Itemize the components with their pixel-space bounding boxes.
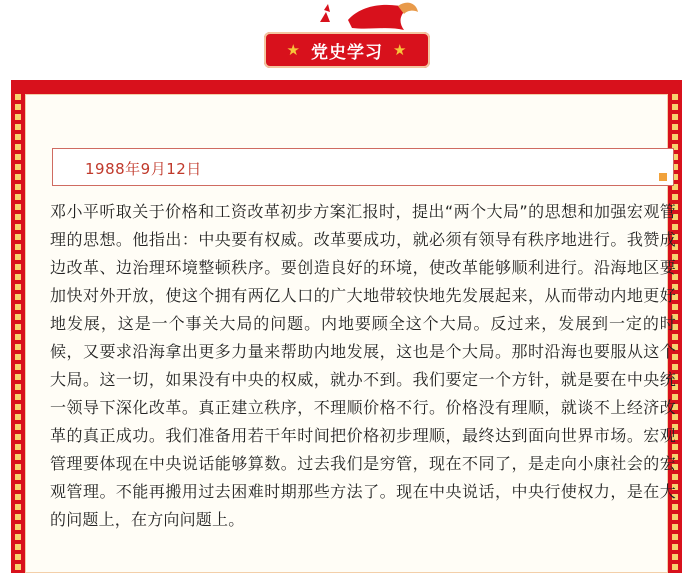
content-panel [25, 94, 676, 573]
section-title-badge [264, 32, 430, 68]
star-right-icon: ★ [393, 41, 408, 59]
red-flag-emblem-icon [312, 0, 424, 34]
date-box [52, 148, 674, 186]
frame-left-border [15, 94, 21, 573]
star-left-icon: ★ [286, 41, 301, 59]
article-date: 1988年9月12日 [85, 160, 202, 178]
section-title: 党史学习 [311, 42, 383, 63]
content-frame [11, 80, 682, 573]
article-body: 邓小平听取关于价格和工资改革初步方案汇报时，提出“两个大局”的思想和加强宏观管理的思想。他指出：中央要有权威。改革要成功，就必须有领导有秩序地进行。我赞成边改革、边治理环境整顿秩序。要创造良好的环境，使改革能够顺利进行。沿海地区要加快对外开放，使这个拥有两亿人口的广大地带较快地先发展起来，从而带动内地更好地发展，这是一个事关大局的问题。内地要顾全这个大局。反过来，发展到一定的时候，又要求沿海拿出更多力量来帮助内地发展，这也是个大局。那时沿海也要服从这个大局。这一切，如果没有中央的权威，就办不到。我们要定一个方针，就是要在中央统一领导下深化改革。真正建立秩序，不理顺价格不行。价格没有理顺，就谈不上经济改革的真正成功。我们准备用若干年时间把价格初步理顺，最终达到面向世界市场。宏观管理要体现在中央说话能够算数。过去我们是穷管，现在不同了，是走向小康社会的宏观管理。不能再搬用过去困难时期那些方法了。现在中央说话，中央行使权力，是在大的问题上，在方向问题上。 [50, 202, 676, 529]
corner-square-icon [659, 173, 667, 181]
